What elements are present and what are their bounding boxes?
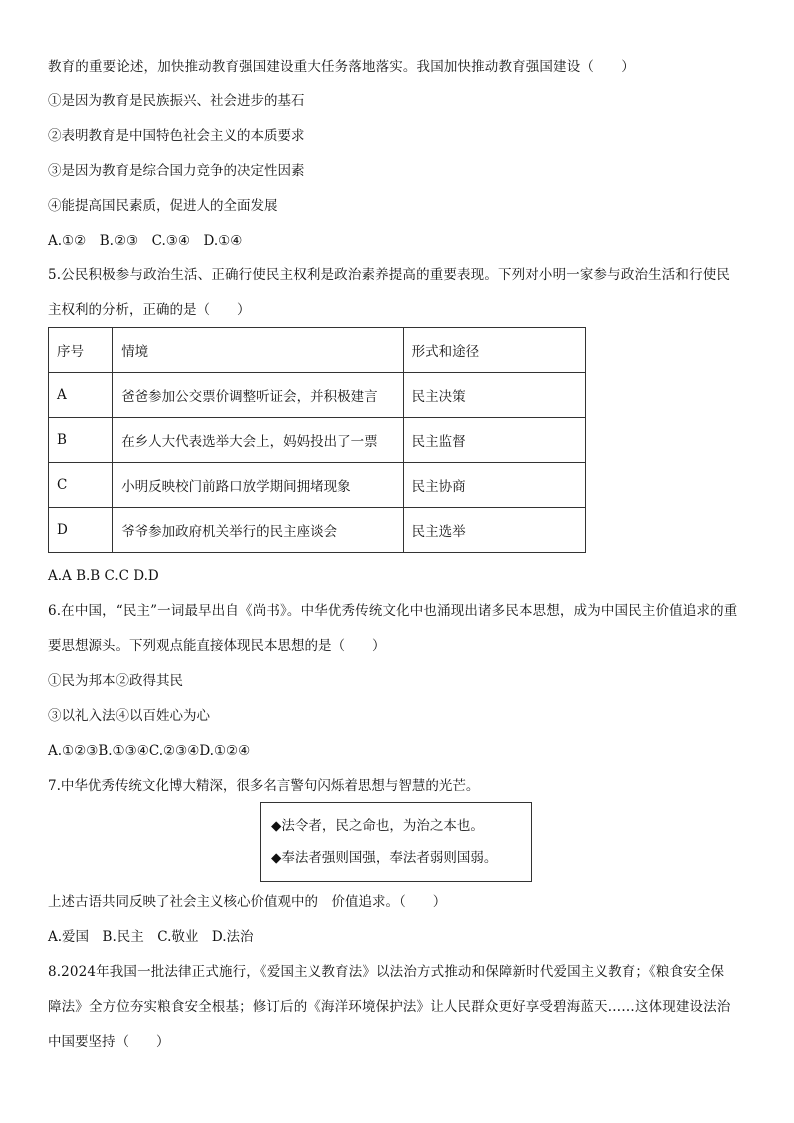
q4-option-1: ①是因为教育是民族振兴、社会进步的基石 [48, 93, 305, 109]
table-row [49, 508, 586, 553]
q5-table [48, 327, 586, 553]
q6-stem-line-2: 要思想源头。下列观点能直接体现民本思想的是（ ） [48, 638, 386, 654]
q7-quote-1: ◆法令者，民之命也，为治之本也。 [271, 818, 484, 834]
q8-stem-line-3: 中国要坚持（ ） [48, 1034, 170, 1050]
q5-stem-line-1: 5.公民积极参与政治生活、正确行使民主权利是政治素养提高的重要表现。下列对小明一家参与政治生活和行使民 [48, 267, 731, 283]
table-cell: 爷爷参加政府机关举行的民主座谈会 [113, 508, 403, 553]
table-row [49, 373, 586, 418]
table-row [49, 418, 586, 463]
q4-stem-continuation: 教育的重要论述，加快推动教育强国建设重大任务落地落实。我国加快推动教育强国建设（ ） [48, 59, 635, 75]
q4-choices: A.①② B.②③ C.③④ D.①④ [48, 233, 243, 249]
q5-stem-line-2: 主权利的分析，正确的是（ ） [48, 302, 251, 318]
table-header-row [49, 328, 586, 373]
q8-stem-line-1: 8.2024年我国一批法律正式施行，《爱国主义教育法》以法治方式推动和保障新时代爱国主义教育；《粮食安全保 [48, 964, 725, 980]
table-header-cell: 序号 [49, 328, 113, 373]
table-cell: B [49, 418, 113, 463]
table-cell: 民主监督 [403, 418, 585, 463]
q6-choices: A.①②③B.①③④C.②③④D.①②④ [48, 743, 251, 759]
q6-option-b: ③以礼入法④以百姓心为心 [48, 708, 210, 724]
q7-quote-2: ◆奉法者强则国强，奉法者弱则国弱。 [271, 850, 498, 866]
table-row [49, 463, 586, 508]
q4-option-3: ③是因为教育是综合国力竞争的决定性因素 [48, 163, 305, 179]
q4-option-4: ④能提高国民素质，促进人的全面发展 [48, 198, 278, 214]
table-cell: 爸爸参加公交票价调整听证会，并积极建言 [113, 373, 403, 418]
q7-stem: 7.中华优秀传统文化博大精深，很多名言警句闪烁着思想与智慧的光芒。 [48, 778, 480, 794]
q6-option-a: ①民为邦本②政得其民 [48, 673, 183, 689]
q6-stem-line-1: 6.在中国，“民主”一词最早出自《尚书》。中华优秀传统文化中也涌现出诸多民本思想，成为中国民主价值追求的重 [48, 603, 738, 619]
table-cell: 小明反映校门前路口放学期间拥堵现象 [113, 463, 403, 508]
table-cell: D [49, 508, 113, 553]
table-cell: 民主协商 [403, 463, 585, 508]
table-cell: C [49, 463, 113, 508]
table-header-cell: 形式和途径 [403, 328, 585, 373]
q7-question: 上述古语共同反映了社会主义核心价值观中的 价值追求。（ ） [48, 894, 447, 910]
q5-choices: A.A B.B C.C D.D [48, 568, 159, 584]
table-cell: 民主选举 [403, 508, 585, 553]
table-header-cell: 情境 [113, 328, 403, 373]
q8-stem-line-2: 障法》全方位夯实粮食安全根基；修订后的《海洋环境保护法》让人民群众更好享受碧海蓝天……这体现建设法治 [48, 999, 731, 1015]
q7-choices: A.爱国 B.民主 C.敬业 D.法治 [48, 929, 254, 945]
table-cell: A [49, 373, 113, 418]
q7-quote-box [260, 802, 532, 882]
table-cell: 在乡人大代表选举大会上，妈妈投出了一票 [113, 418, 403, 463]
q4-option-2: ②表明教育是中国特色社会主义的本质要求 [48, 128, 305, 144]
table-cell: 民主决策 [403, 373, 585, 418]
